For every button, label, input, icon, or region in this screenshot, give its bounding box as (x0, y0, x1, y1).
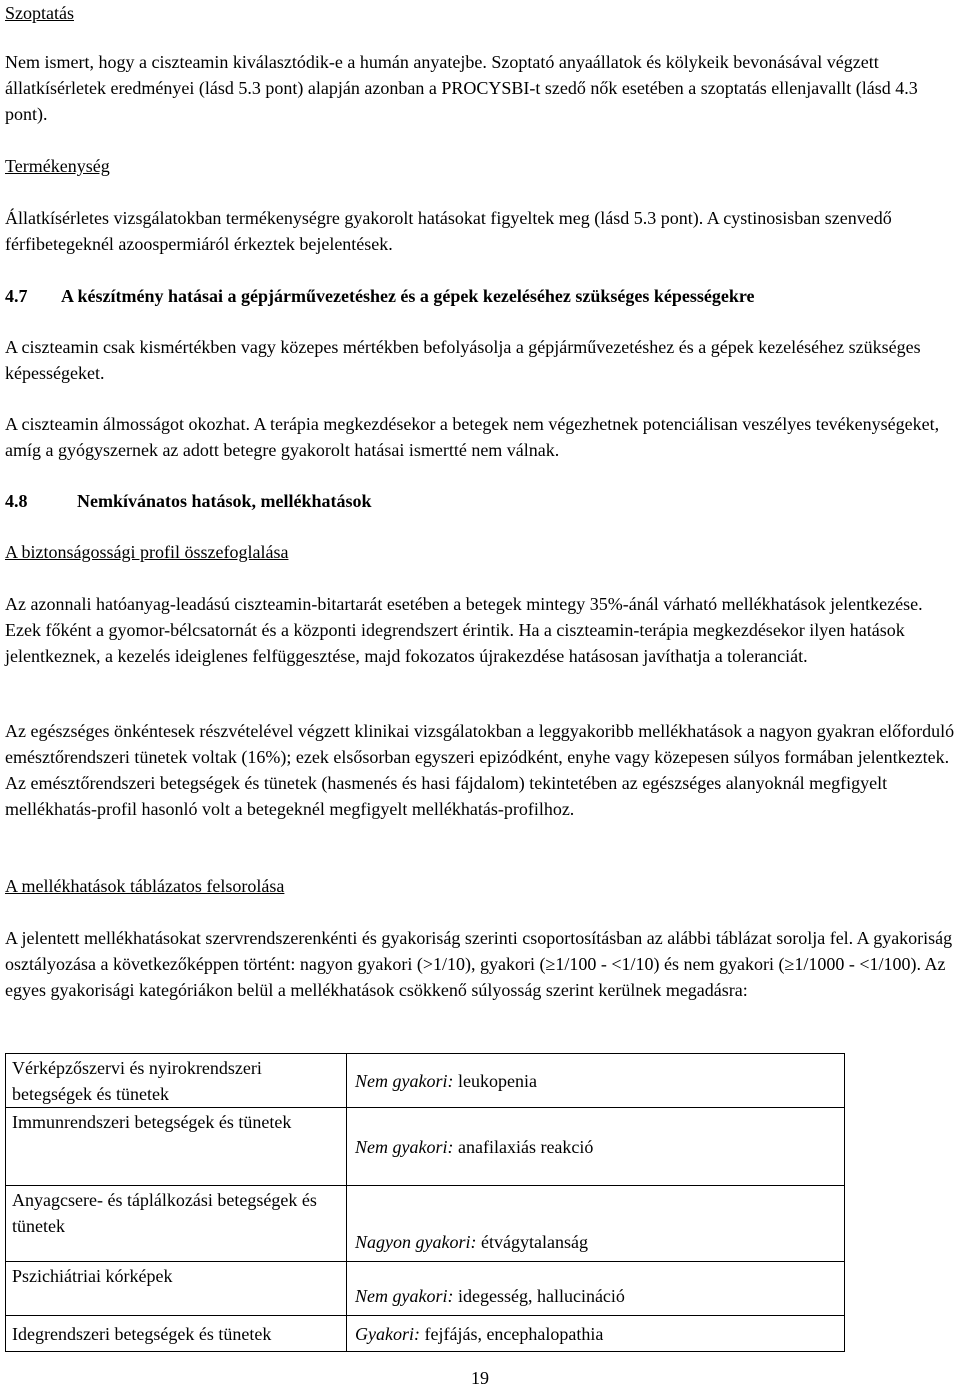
fertility-heading: Termékenység (5, 156, 110, 176)
table-cell-category: Vérképzőszervi és nyirokrendszeri betegségek és tünetek (6, 1054, 347, 1108)
reaction-text: fejfájás, encephalopathia (424, 1324, 604, 1344)
table-cell-reaction (347, 1316, 845, 1352)
table-row (6, 1108, 845, 1186)
section-4-8-title: Nemkívánatos hatások, mellékhatások (77, 491, 372, 511)
table-cell-reaction (347, 1186, 845, 1262)
frequency-label: Nem gyakori: (355, 1071, 454, 1091)
fertility-paragraph: Állatkísérletes vizsgálatokban termékenységre gyakorolt hatásokat figyeltek meg (lásd 5.3 pont). A cystinosisban szenvedő férfibetegeknél azoospermiáról érkeztek bejelentések. (5, 208, 892, 254)
frequency-label: Nem gyakori: (355, 1137, 454, 1157)
section-4-7-number: 4.7 (5, 286, 28, 306)
adverse-reactions-table (5, 1053, 845, 1352)
table-row (6, 1054, 845, 1108)
table-cell-category: Idegrendszeri betegségek és tünetek (6, 1316, 347, 1352)
section-4-7-title: A készítmény hatásai a gépjárművezetéshez és a gépek kezeléséhez szükséges képességekre (61, 286, 755, 306)
tabulated-list-paragraph: A jelentett mellékhatásokat szervrendszerenkénti és gyakoriság szerinti csoportosításban az alábbi táblázat sorolja fel. A gyakoriság osztályozása a következőképpen történt: nagyon gyakori (>1/10), gyakori (≥1/100 - <1/10) és nem gyakori (≥1/1000 - <1/100). Az egyes gyakorisági kategóriákon belül a mellékhatások csökkenő súlyosság szerint kerülnek megadásra: (5, 928, 953, 1000)
table-cell-reaction (347, 1108, 845, 1186)
safety-profile-paragraph-2: Az egészséges önkéntesek részvételével végzett klinikai vizsgálatokban a leggyakoribb mellékhatások a nagyon gyakran előforduló emésztőrendszeri tünetek voltak (16%); ezek elsősorban egyszeri epizódként, enyhe vagy közepesen súlyos formában jelentkeztek. Az emésztőrendszeri betegségek és tünetek (hasmenés és hasi fájdalom) tekintetében az egészséges alanyoknál megfigyelt mellékhatás-profil hasonló volt a betegeknél megfigyelt mellékhatás-profilhoz. (5, 721, 955, 819)
safety-profile-heading: A biztonságossági profil összefoglalása (5, 542, 289, 562)
reaction-text: anafilaxiás reakció (457, 1137, 594, 1157)
table-cell-category: Pszichiátriai kórképek (6, 1262, 347, 1316)
frequency-label: Gyakori: (355, 1324, 420, 1344)
page-number: 19 (471, 1368, 489, 1388)
tabulated-list-heading: A mellékhatások táblázatos felsorolása (5, 876, 285, 896)
table-cell-category: Immunrendszeri betegségek és tünetek (6, 1108, 347, 1186)
safety-profile-paragraph-1: Az azonnali hatóanyag-leadású ciszteamin-bitartarát esetében a betegek mintegy 35%-ánál várható mellékhatások jelentkezése. Ezek főként a gyomor-bélcsatornát és a központi idegrendszert érintik. Ha a ciszteamin-terápia megkezdésekor ilyen hatások jelentkeznek, a kezelés ideiglenes felfüggesztése, majd fokozatos újrakezdése hatásosan javíthatja a toleranciát. (5, 594, 923, 666)
breastfeeding-paragraph: Nem ismert, hogy a ciszteamin kiválasztódik-e a humán anyatejbe. Szoptató anyaállatok és kölykeik bevonásával végzett állatkísérletek eredményei (lásd 5.3 pont) alapján azonban a PROCYSBI-t szedő nők esetében a szoptatás ellenjavallt (lásd 4.3 pont). (5, 52, 918, 124)
section-4-7-heading (5, 283, 955, 309)
table-cell-reaction (347, 1262, 845, 1316)
table-row (6, 1186, 845, 1262)
breastfeeding-heading: Szoptatás (5, 3, 74, 23)
section-4-8-number: 4.8 (5, 491, 28, 511)
frequency-label: Nem gyakori: (355, 1286, 454, 1306)
reaction-text: idegesség, hallucináció (457, 1286, 625, 1306)
table-cell-category: Anyagcsere- és táplálkozási betegségek és tünetek (6, 1186, 347, 1262)
table-cell-reaction (347, 1054, 845, 1108)
table-row (6, 1316, 845, 1352)
reaction-text: leukopenia (457, 1071, 537, 1091)
table-row (6, 1262, 845, 1316)
frequency-label: Nagyon gyakori: (355, 1232, 477, 1252)
section-4-7-paragraph-1: A ciszteamin csak kismértékben vagy közepes mértékben befolyásolja a gépjárművezetéshez és a gépek kezeléséhez szükséges képességeket. (5, 337, 921, 383)
reaction-text: étvágytalanság (480, 1232, 588, 1252)
section-4-7-paragraph-2: A ciszteamin álmosságot okozhat. A terápia megkezdésekor a betegek nem végezhetnek potenciálisan veszélyes tevékenységeket, amíg a gyógyszernek az adott betegre gyakorolt hatásai ismertté nem válnak. (5, 414, 940, 460)
section-4-8-heading (5, 488, 955, 514)
